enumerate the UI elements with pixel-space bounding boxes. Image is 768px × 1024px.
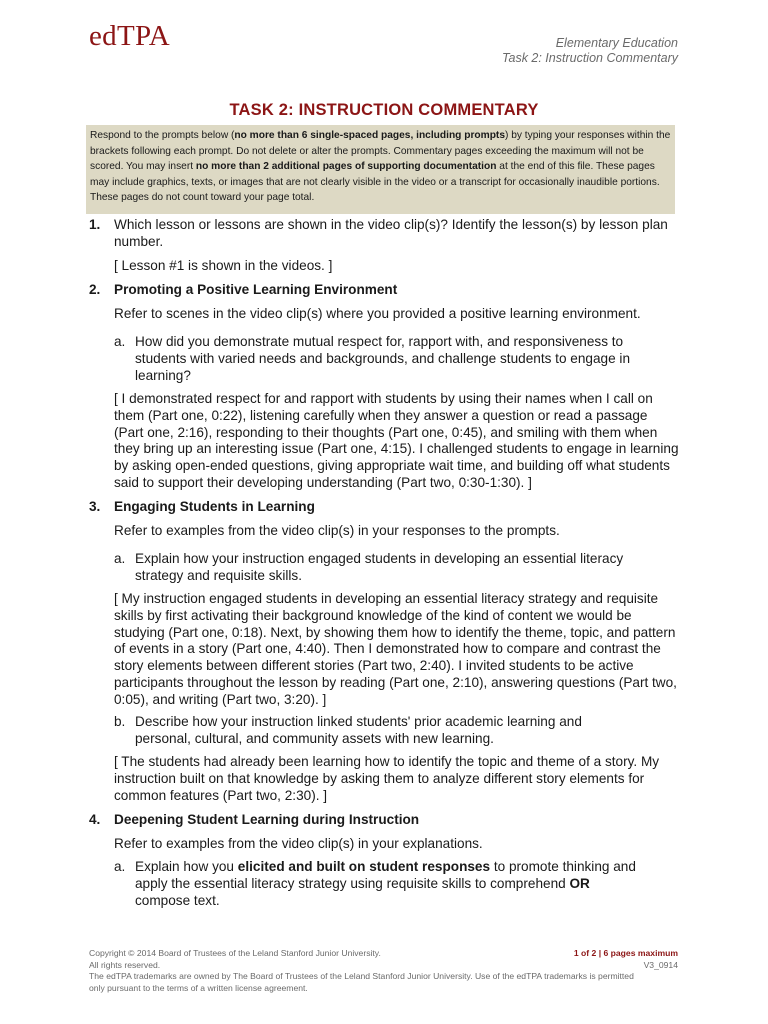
instructions-text: at the end of this file. These pages may include graphics, texts, or images that are not clearly visible in the video or a transcript for occasionally inaudible portions. These pages do not count toward your page total. <box>90 161 660 204</box>
footer-rights: All rights reserved. <box>89 959 161 970</box>
question-number: 2. <box>89 282 101 297</box>
question-4-intro: Refer to examples from the video clip(s) in your explanations. <box>114 836 483 851</box>
question-4a <box>114 859 674 909</box>
question-2-heading: Promoting a Positive Learning Environment <box>114 282 398 297</box>
footer-legal <box>89 948 649 994</box>
item-label: a. <box>114 859 126 874</box>
prompt-emphasis: OR <box>569 875 590 891</box>
prompt-emphasis: elicited and built on student responses <box>237 859 491 874</box>
question-3a-response[interactable]: [ My instruction engaged students in developing an essential literacy strategy and requisite skills by first activating their background knowledge of the kind of content we would be studying (Part one, 0:18). Next, by showing them how to identify the theme, topic, and pattern of events in a story (Part one, 4:40). Then I demonstrated how to compare and contrast the story elements between different stories (Part two, 2:40). I invited students to be active participants throughout the lesson by reading (Part one, 2:10), answering questions (Part two, 0:05), and writing (Part two, 3:20). ] <box>114 591 677 707</box>
instructions-emphasis: no more than 6 single-spaced pages, including prompts <box>234 130 505 141</box>
question-3b <box>114 714 674 748</box>
question-2a-response[interactable]: [ I demonstrated respect for and rapport with students by using their names when I call on them (Part one, 0:22), listening carefully when they answer a question or read a passage (Part one, 2:16), responding to their thoughts (Part one, 0:45), and smiling with them when they bring up an interesting issue (Part one, 4:15). I challenged students to engage in learning by asking open-ended questions, giving appropriate wait time, and building off what students said to support their developing understanding (Part two, 0:30-1:30). ] <box>114 391 679 490</box>
instructions-text: Respond to the prompts below ( <box>90 130 235 141</box>
item-label: a. <box>114 551 126 566</box>
prompt-text: Explain how you <box>135 859 238 874</box>
footer-trademark: The edTPA trademarks are owned by The Board of Trustees of the Leland Stanford Junior University. Use of the edTPA trademarks is permitted only pursuant to the terms of a written license agreement. <box>89 971 634 993</box>
edtpa-logo: edTPA <box>89 20 170 52</box>
question-number: 4. <box>89 812 101 827</box>
question-4a-prompt <box>135 859 640 909</box>
question-3a-prompt: Explain how your instruction engaged students in developing an essential literacy strategy and requisite skills. <box>135 551 624 583</box>
question-3b-prompt: Describe how your instruction linked students' prior academic learning and personal, cultural, and community assets with new learning. <box>135 714 582 746</box>
instructions-text: ) by typing your responses within the brackets following each prompt. Do not delete or alter the prompts. Commentary pages exceeding the maximum will not be scored. You may insert <box>90 130 671 173</box>
version-label: V3_0914 <box>643 959 678 970</box>
footer-copyright: Copyright © 2014 Board of Trustees of the Leland Stanford Junior University. <box>89 948 381 958</box>
question-3b-response[interactable]: [ The students had already been learning how to identify the topic and theme of a story. My instruction built on that knowledge by asking them to analyze different story elements for common features (Part two, 2:30). ] <box>114 754 660 803</box>
header-task: Task 2: Instruction Commentary <box>502 51 678 65</box>
instructions-box <box>86 125 675 214</box>
question-2a <box>114 334 674 384</box>
question-1-prompt: Which lesson or lessons are shown in the video clip(s)? Identify the lesson(s) by lesson plan number. <box>114 217 668 249</box>
page-title: TASK 2: INSTRUCTION COMMENTARY <box>229 101 539 119</box>
header-subject: Elementary Education <box>555 36 678 50</box>
footer-page-info <box>574 948 678 971</box>
page-count: 1 of 2 | 6 pages maximum <box>573 948 678 958</box>
question-3-heading: Engaging Students in Learning <box>114 499 315 514</box>
question-1-response[interactable]: [ Lesson #1 is shown in the videos. ] <box>114 258 333 273</box>
item-label: a. <box>114 334 126 349</box>
instructions-emphasis: no more than 2 additional pages of supporting documentation <box>195 161 497 173</box>
prompt-text: to promote thinking and apply the essential literacy strategy using requisite skills to comprehend <box>135 859 636 891</box>
question-3a <box>114 551 674 585</box>
question-2-intro: Refer to scenes in the video clip(s) where you provided a positive learning environment. <box>114 306 641 321</box>
question-2a-prompt: How did you demonstrate mutual respect for, rapport with, and responsiveness to students with varied needs and backgrounds, and challenge students to engage in learning? <box>135 334 631 383</box>
question-number: 1. <box>89 217 101 232</box>
document-header <box>502 36 678 66</box>
question-3-intro: Refer to examples from the video clip(s) in your responses to the prompts. <box>114 523 560 538</box>
prompt-text: compose text. <box>135 892 220 908</box>
question-number: 3. <box>89 499 101 514</box>
item-label: b. <box>114 714 126 729</box>
question-4-heading: Deepening Student Learning during Instruction <box>114 812 420 827</box>
